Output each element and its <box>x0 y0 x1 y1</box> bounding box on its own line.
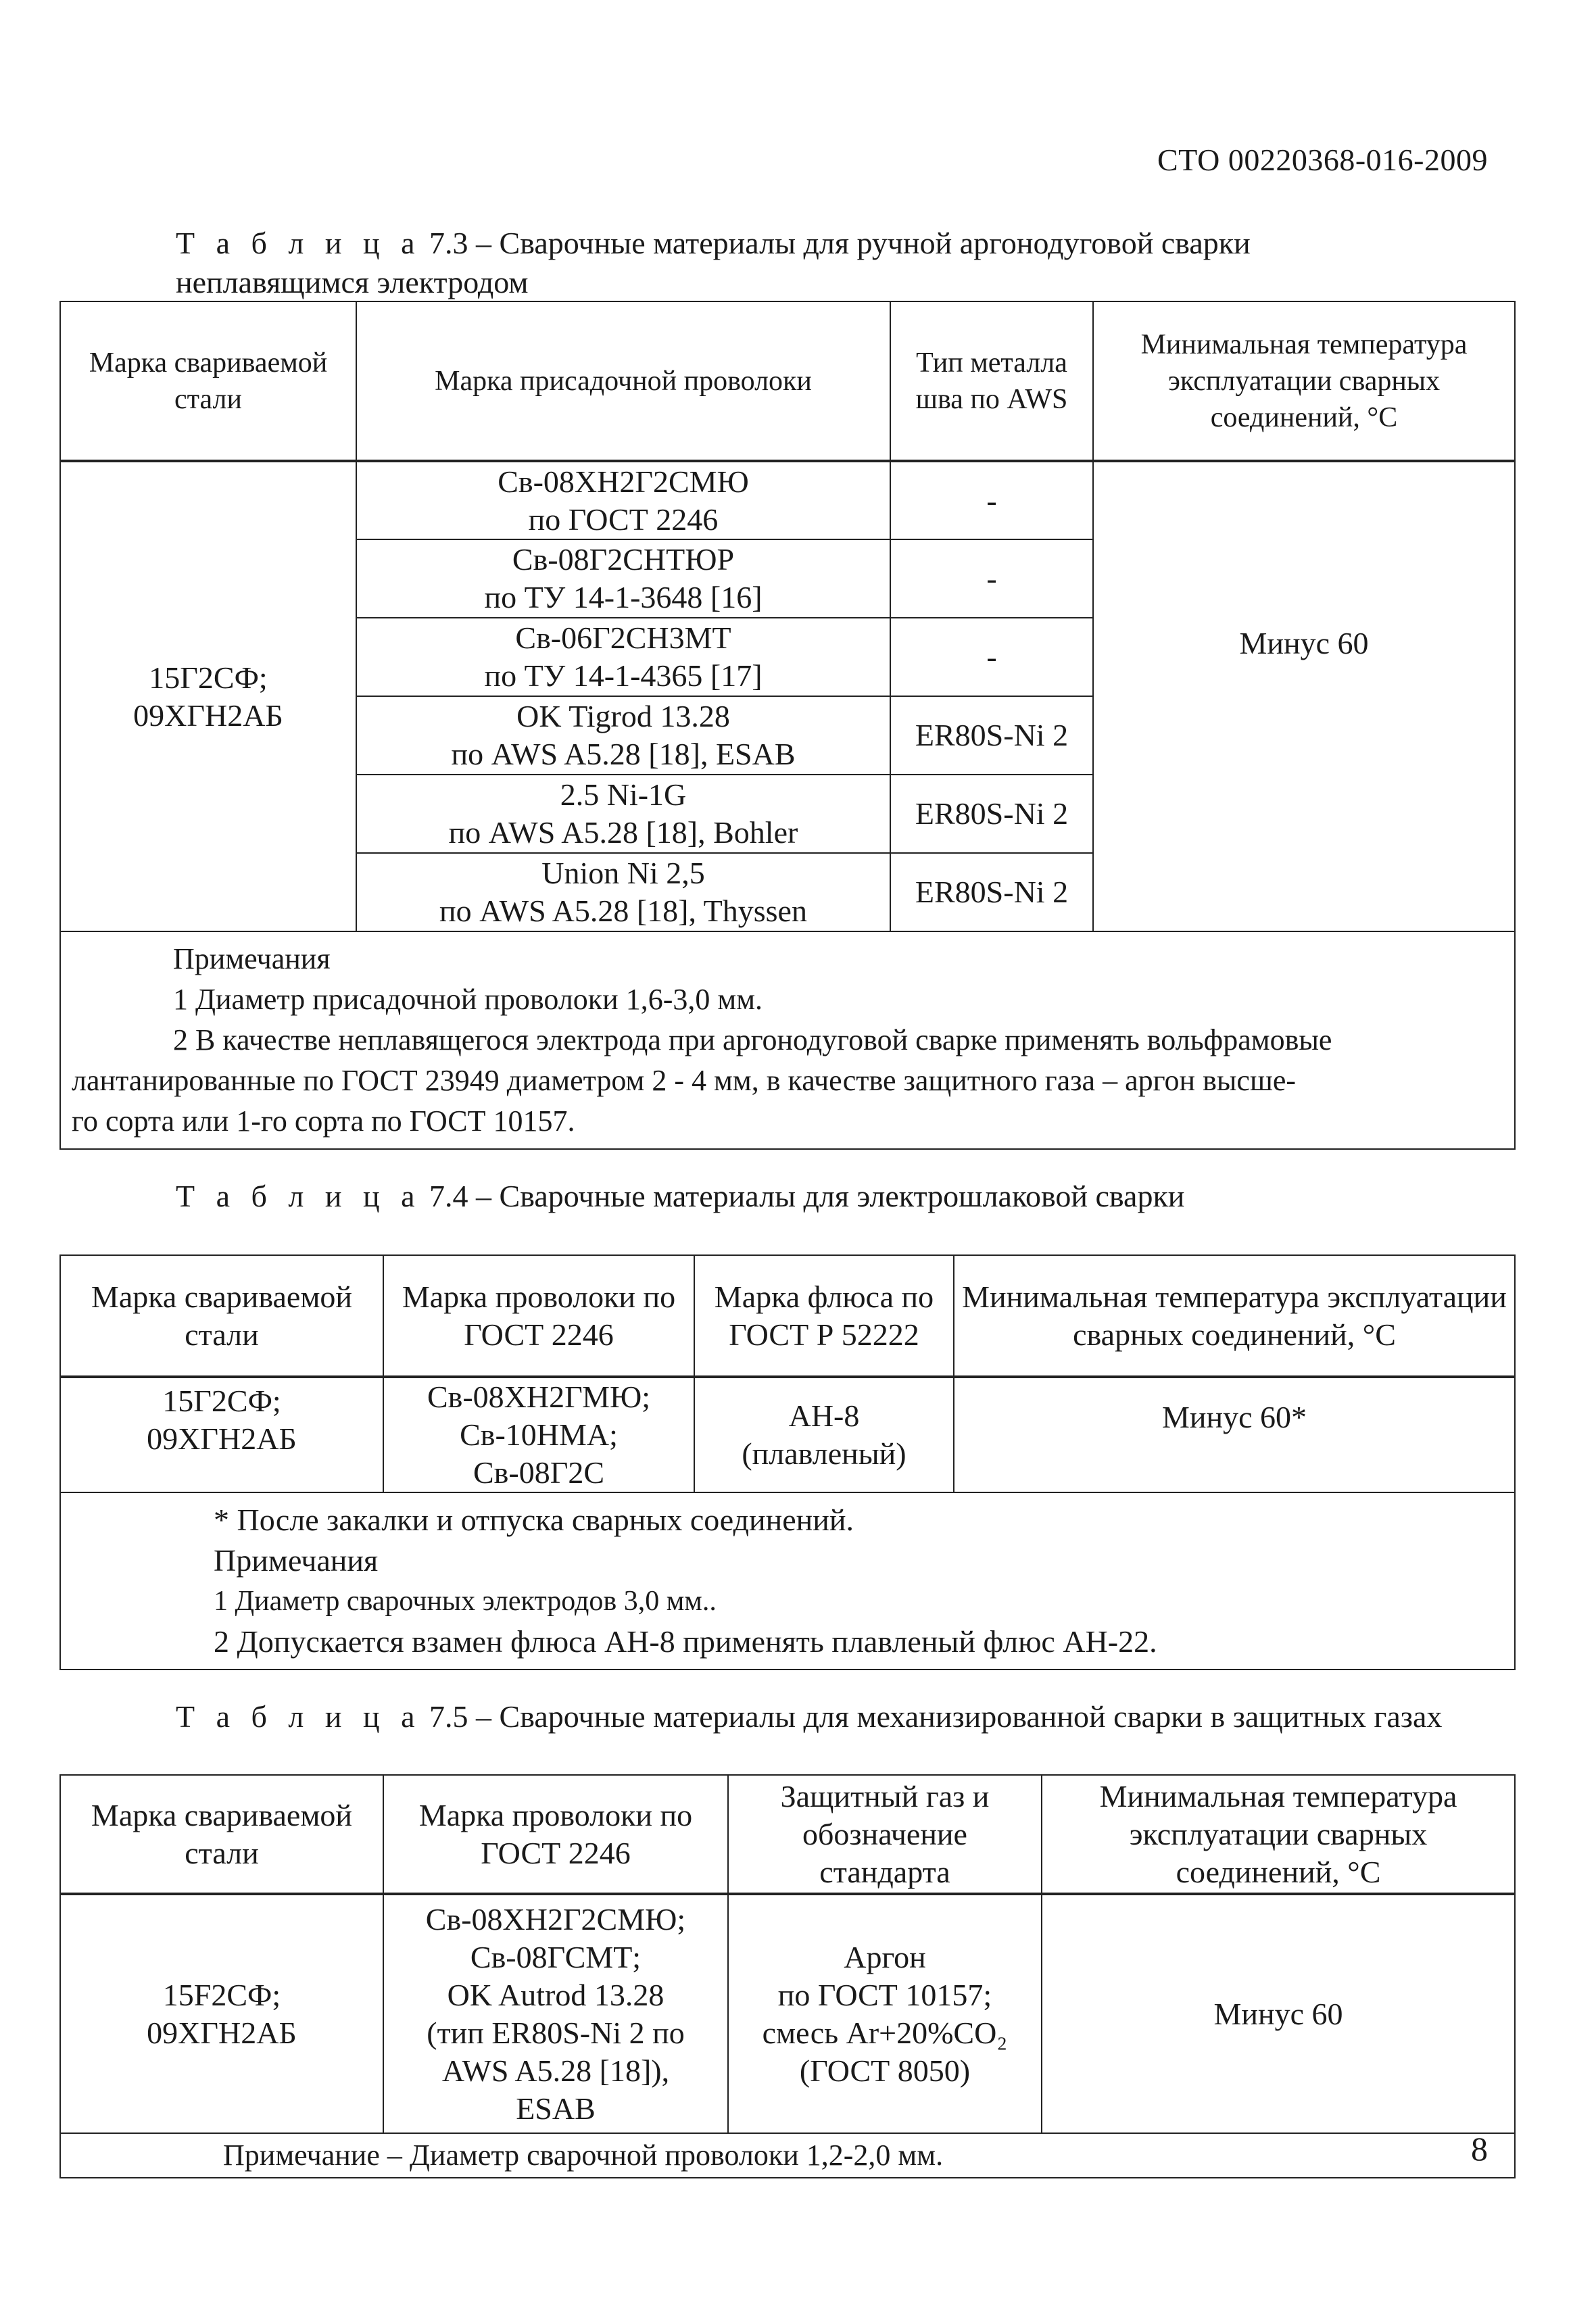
wire-cell: Св-08ХН2Г2СМЮ; Св-08ГСМТ; OK Autrod 13.28 (тип ER80S-Ni 2 по AWS A5.28 [18]), ESAB <box>383 1894 728 2133</box>
notes-row <box>60 931 1515 1149</box>
page-number: 8 <box>1471 2130 1488 2168</box>
header-shielding-gas: Защитный газ и обозначение стандарта <box>728 1775 1042 1894</box>
table-note: Примечание – Диаметр сварочной проволоки 1,2-2,0 мм. <box>60 2133 1515 2178</box>
notes-row <box>60 2133 1515 2178</box>
steel-grade-cell: 15Г2СФ; 09ХГН2АБ <box>60 1377 383 1492</box>
header-min-temp: Минимальная температура эксплуатации сварных соединений, °С <box>1042 1775 1515 1894</box>
caption-prefix: Т а б л и ц а <box>176 226 422 260</box>
wire-cell: Union Ni 2,5 по AWS A5.28 [18], Thyssen <box>356 853 890 931</box>
aws-cell: - <box>890 618 1093 696</box>
header-steel-grade: Марка свариваемой стали <box>60 1255 383 1377</box>
caption-text: – Сварочные материалы для ручной аргонодуговой сварки <box>468 226 1251 260</box>
wire-cell: Св-06Г2СН3МТ по ТУ 14-1-4365 [17] <box>356 618 890 696</box>
header-steel-grade: Марка свариваемой стали <box>60 301 356 461</box>
aws-cell: - <box>890 461 1093 539</box>
header-steel-grade: Марка свариваемой стали <box>60 1775 383 1894</box>
table-7-4 <box>59 1254 1516 1670</box>
header-aws-type: Тип металла шва по AWS <box>890 301 1093 461</box>
wire-cell: Св-08ХН2ГМЮ; Св-10НМА; Св-08Г2С <box>383 1377 694 1492</box>
aws-cell: - <box>890 539 1093 618</box>
wire-cell: Св-08ХН2Г2СМЮ по ГОСТ 2246 <box>356 461 890 539</box>
table-7-3-caption-line2: неплавящимся электродом <box>176 265 529 299</box>
header-min-temp: Минимальная температура эксплуатации сварных соединений, °С <box>1093 301 1515 461</box>
wire-cell: OK Tigrod 13.28 по AWS A5.28 [18], ESAB <box>356 696 890 775</box>
steel-grade-cell: 15Г2СФ; 09ХГН2АБ <box>60 461 356 931</box>
gas-cell: Аргон по ГОСТ 10157; смесь Ar+20%CO₂ (ГОСТ 8050) <box>728 1894 1042 2133</box>
header-min-temp: Минимальная температура эксплуатации сварных соединений, °С <box>954 1255 1515 1377</box>
notes-row <box>60 1492 1515 1670</box>
aws-cell: ER80S-Ni 2 <box>890 696 1093 775</box>
min-temp-cell: Минус 60 <box>1042 1894 1515 2133</box>
table-notes: Примечания 1 Диаметр присадочной проволоки 1,6-3,0 мм. 2 В качестве неплавящегося электрода при аргонодуговой сварке применять вольфрамовые лантанированные по ГОСТ 23949 диаметром 2 - 4 мм, в качестве защитного газа – аргон высше- го сорта или 1-го сорта по ГОСТ 10157. <box>60 931 1515 1149</box>
table-7-3-caption <box>176 223 1251 264</box>
table-7-4-caption: Т а б л и ц а 7.4 – Сварочные материалы для электрошлаковой сварки <box>176 1179 1185 1213</box>
steel-grade-cell: 15F2СФ; 09ХГН2АБ <box>60 1894 383 2133</box>
aws-cell: ER80S-Ni 2 <box>890 853 1093 931</box>
flux-cell: АН-8 (плавленый) <box>694 1377 954 1492</box>
table-7-5 <box>59 1774 1516 2178</box>
min-temp-cell: Минус 60 <box>1093 461 1515 931</box>
table-7-5-caption: Т а б л и ц а 7.5 – Сварочные материалы для механизированной сварки в защитных газах <box>176 1699 1443 1734</box>
table-notes: * После закалки и отпуска сварных соединений. Примечания 1 Диаметр сварочных электродов 3,0 мм.. 2 Допускается взамен флюса АН-8 применять плавленый флюс АН-22. <box>60 1492 1515 1670</box>
table-row <box>60 1377 1515 1492</box>
wire-cell: Св-08Г2СНТЮР по ТУ 14-1-3648 [16] <box>356 539 890 618</box>
min-temp-cell: Минус 60* <box>954 1377 1515 1492</box>
header-wire: Марка проволоки по ГОСТ 2246 <box>383 1775 728 1894</box>
table-row <box>60 1894 1515 2133</box>
table-7-3 <box>59 301 1516 1150</box>
wire-cell: 2.5 Ni-1G по AWS A5.28 [18], Bohler <box>356 775 890 853</box>
header-wire: Марка проволоки по ГОСТ 2246 <box>383 1255 694 1377</box>
header-filler-wire: Марка присадочной проволоки <box>356 301 890 461</box>
caption-number: 7.3 <box>429 226 468 260</box>
table-row <box>60 461 1515 539</box>
header-flux: Марка флюса по ГОСТ Р 52222 <box>694 1255 954 1377</box>
document-code: СТО 00220368-016-2009 <box>1157 143 1488 177</box>
aws-cell: ER80S-Ni 2 <box>890 775 1093 853</box>
